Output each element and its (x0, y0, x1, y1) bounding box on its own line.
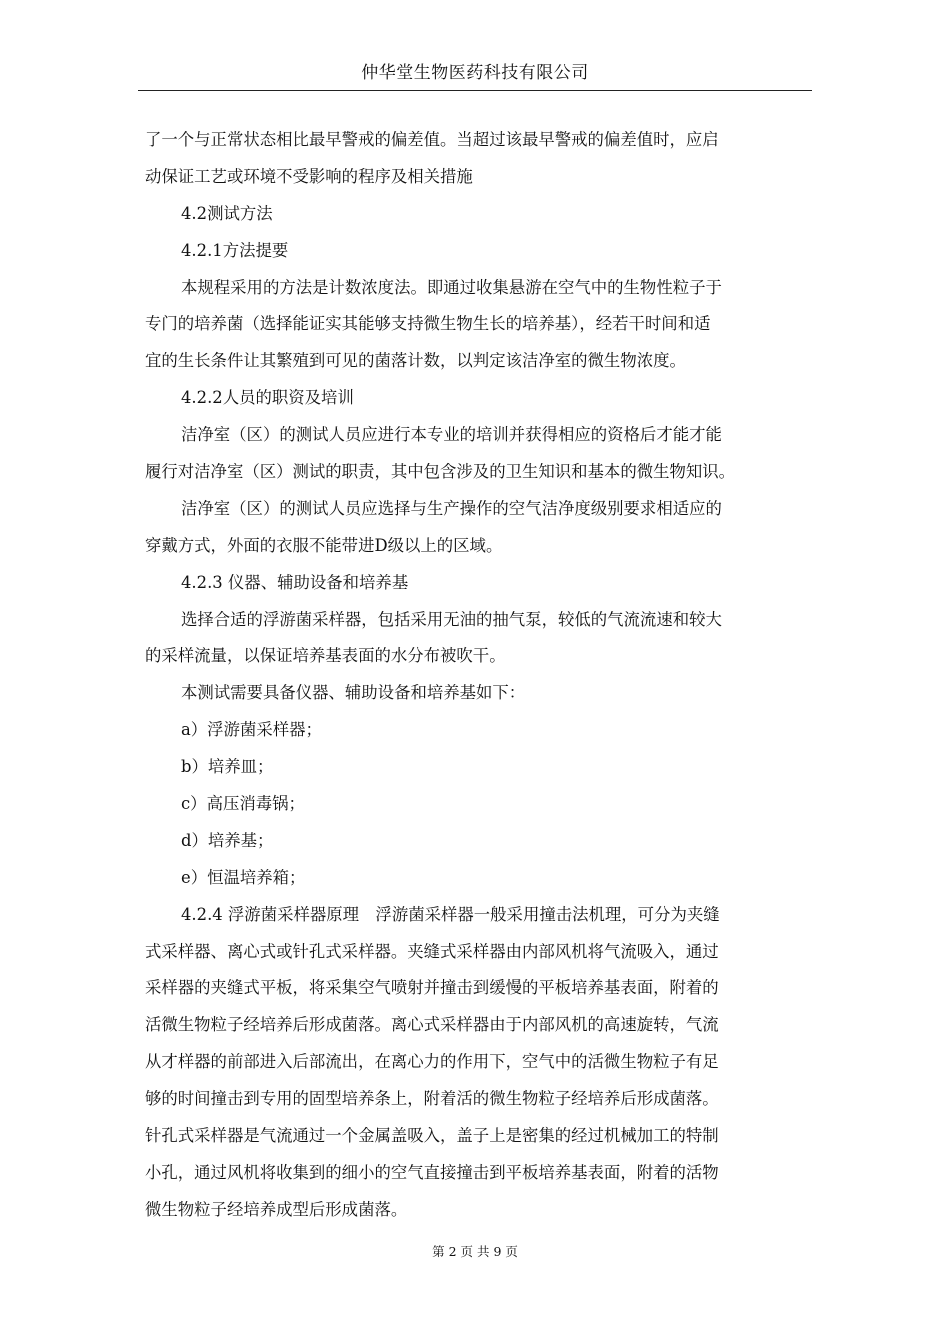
text-line: d）培养基； (181, 830, 274, 850)
text-line: 洁净室（区）的测试人员应选择与生产操作的空气洁净度级别要求相适应的 (181, 498, 722, 518)
text-line: 4.2.3 仪器、辅助设备和培养基 (181, 572, 409, 592)
text-line: 4.2测试方法 (181, 203, 273, 223)
text-line: 履行对洁净室（区）测试的职责，其中包含涉及的卫生知识和基本的微生物知识。 (145, 462, 736, 482)
text-line: b）培养皿； (181, 757, 274, 777)
text-line: 小孔，通过风机将收集到的细小的空气直接撞击到平板培养基表面，附着的活物 (145, 1162, 719, 1182)
text-line: c）高压消毒锅； (181, 794, 305, 814)
text-line: 选择合适的浮游菌采样器，包括采用无油的抽气泵，较低的气流流速和较大 (181, 609, 722, 629)
text-line: 专门的培养菌（选择能证实其能够支持微生物生长的培养基），经若干时间和适 (145, 314, 711, 334)
document-body (145, 122, 815, 1229)
text-line: 针孔式采样器是气流通过一个金属盖吸入，盖子上是密集的经过机械加工的特制 (145, 1126, 719, 1146)
text-line: 穿戴方式，外面的衣服不能带进D级以上的区域。 (145, 535, 503, 555)
text-line: 从才样器的前部进入后部流出，在离心力的作用下，空气中的活微生物粒子有足 (145, 1052, 719, 1072)
company-name: 仲华堂生物医药科技有限公司 (361, 63, 589, 83)
text-line: 宜的生长条件让其繁殖到可见的菌落计数，以判定该洁净室的微生物浓度。 (145, 351, 686, 371)
text-line: 了一个与正常状态相比最早警戒的偏差值。当超过该最早警戒的偏差值时，应启 (145, 130, 719, 149)
text-line: 的采样流量，以保证培养基表面的水分布被吹干。 (145, 646, 506, 666)
page-header (138, 60, 812, 91)
text-line: 采样器的夹缝式平板，将采集空气喷射并撞击到缓慢的平板培养基表面，附着的 (145, 978, 719, 998)
text-line: 活微生物粒子经培养后形成菌落。离心式采样器由于内部风机的高速旋转，气流 (145, 1015, 719, 1035)
text-line: a）浮游菌采样器； (181, 720, 322, 740)
text-line: e）恒温培养箱； (181, 867, 306, 887)
text-line: 本测试需要具备仪器、辅助设备和培养基如下： (181, 683, 526, 703)
text-line: 够的时间撞击到专用的固型培养条上，附着活的微生物粒子经培养后形成菌落。 (145, 1089, 719, 1109)
text-line: 本规程采用的方法是计数浓度法。即通过收集悬游在空气中的生物性粒子于 (181, 277, 722, 297)
text-line: 4.2.1方法提要 (181, 240, 289, 260)
text-line: 4.2.4 浮游菌采样器原理 浮游菌采样器一般采用撞击法机理，可分为夹缝 (181, 904, 720, 924)
text-line: 微生物粒子经培养成型后形成菌落。 (145, 1199, 408, 1219)
text-line: 动保证工艺或环境不受影响的程序及相关措施 (145, 166, 473, 186)
text-line: 洁净室（区）的测试人员应进行本专业的培训并获得相应的资格后才能才能 (181, 425, 722, 445)
text-line: 式采样器、离心式或针孔式采样器。夹缝式采样器由内部风机将气流吸入，通过 (145, 941, 719, 961)
page-number: 第 2 页 共 9 页 (432, 1244, 518, 1259)
text-line: 4.2.2人员的职资及培训 (181, 388, 354, 408)
